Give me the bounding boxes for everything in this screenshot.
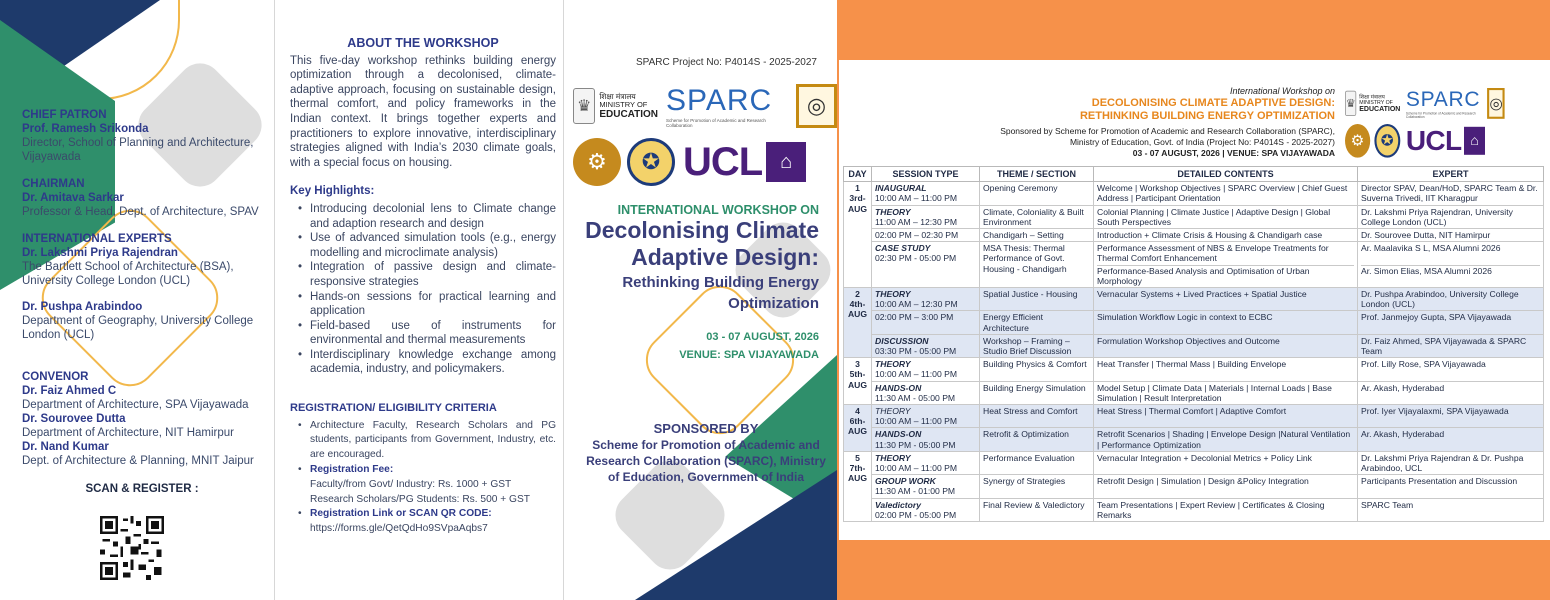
registration-list [290, 419, 556, 537]
sponsored-block [585, 421, 827, 485]
expert-cell [1358, 334, 1544, 357]
column-header: THEME / SECTION [980, 167, 1094, 182]
highlight-item: • Integration of passive design and climate-responsive strategies [298, 260, 556, 289]
session-time: 11:30 AM - 05:00 PM [875, 392, 956, 403]
expert-text: Prof. Janmejoy Gupta, SPA Vijayawada [1361, 312, 1512, 323]
day-label: AUG [847, 309, 868, 320]
expert-cell [1358, 205, 1544, 228]
session-type: INAUGURAL [875, 183, 927, 194]
highlights-title: Key Highlights: [290, 185, 375, 198]
session-time: 11:30 PM - 05:00 PM [875, 439, 956, 450]
contents-text: Model Setup | Climate Data | Materials | Internal Loads | Base Simulation | Result Interpretation [1097, 382, 1332, 403]
column-header: SESSION TYPE [872, 167, 980, 182]
table-header-row [844, 167, 1544, 182]
day-cell [844, 288, 872, 358]
session-type: THEORY [875, 289, 911, 300]
day-label: 3 [855, 359, 860, 370]
schedule-title: DECOLONISING CLIMATE ADAPTIVE DESIGN: [1091, 97, 1335, 109]
table-row [844, 334, 1544, 357]
session-cell [872, 334, 980, 357]
about-title: ABOUT THE WORKSHOP [347, 36, 499, 50]
day-label: AUG [847, 203, 868, 214]
seal-emblem-icon: ✪ [1374, 124, 1400, 158]
theme-cell: Building Energy Simulation [980, 381, 1094, 404]
table-row [844, 288, 1544, 311]
column-header: DETAILED CONTENTS [1094, 167, 1358, 182]
expert-name: Dr. Lakshmi Priya Rajendran [22, 247, 178, 259]
session-time: 10:00 AM – 11:00 PM [875, 463, 958, 474]
seal-emblem-icon: ✪ [627, 138, 675, 186]
contents-text: Vernacular Systems + Lived Practices + Spatial Justice [1097, 289, 1307, 300]
emblem-icon: ♛ [573, 88, 595, 124]
expert-cell [1358, 405, 1544, 428]
schedule-sponsor: Ministry of Education, Govt. of India (Project No: P4014S - 2025-2027) [1069, 137, 1335, 147]
cover-title [574, 203, 819, 363]
contents-cell [1094, 311, 1358, 334]
expert-cell [1358, 475, 1544, 498]
session-time: 02:00 PM – 02:30 PM [875, 230, 959, 241]
convenor-heading: CONVENOR [22, 371, 89, 383]
expert-role: Department of Geography, University College London (UCL) [22, 315, 254, 341]
session-type: THEORY [875, 359, 911, 370]
table-row [844, 229, 1544, 242]
contents-text: Simulation Workflow Logic in context to ECBC [1097, 312, 1273, 323]
schedule-panel [837, 0, 1550, 600]
chief-patron-heading: CHIEF PATRON [22, 109, 107, 121]
highlight-item: • Use of advanced simulation tools (e.g., energy modelling and microclimate analysis) [298, 231, 556, 260]
day-label: 5 [855, 452, 860, 463]
table-row [844, 182, 1544, 205]
contents-text: Performance Assessment of NBS & Envelope Treatments for Thermal Comfort Enhancement [1097, 243, 1329, 264]
contents-cell [1094, 334, 1358, 357]
expert-cell [1358, 242, 1544, 288]
session-type: CASE STUDY [875, 243, 931, 254]
expert-cell [1358, 182, 1544, 205]
project-number: SPARC Project No: P4014S - 2025-2027 [635, 57, 817, 68]
contents-cell [1094, 428, 1358, 451]
expert-text: Participants Presentation and Discussion [1361, 476, 1518, 487]
fee-label: Registration Fee: [310, 464, 394, 476]
table-row [844, 405, 1544, 428]
schedule-title: RETHINKING BUILDING ENERGY OPTIMIZATION [1079, 110, 1335, 122]
table-row [844, 381, 1544, 404]
gear-emblem-icon: ⚙ [1345, 124, 1370, 158]
sparc-logo: SPARC Scheme for Promotion of Academic and Research Collaboration [1405, 88, 1481, 119]
session-cell [872, 381, 980, 404]
session-type: HANDS-ON [875, 429, 922, 440]
convenor-role: Dept. of Architecture & Planning, MNIT Jaipur [22, 455, 254, 467]
expert-text: Dr. Faiz Ahmed, SPA Vijayawada & SPARC Team [1361, 335, 1527, 357]
day-label: 4th- [849, 299, 866, 310]
column-header: EXPERT [1358, 167, 1544, 182]
chairman-role: Professor & Head, Dept. of Architecture, SPAV [22, 206, 259, 218]
day-label: 5th- [849, 369, 866, 380]
sponsored-heading: SPONSORED BY [653, 421, 759, 436]
fee-line: Research Scholars/PG Students: Rs. 500 + GST [310, 493, 530, 505]
theme-cell: Retrofit & Optimization [980, 428, 1094, 451]
expert-text: Dr. Lakshmi Priya Rajendran, University College London (UCL) [1361, 206, 1513, 227]
about-panel [276, 0, 564, 600]
emblem-icon: ♛ [1345, 91, 1356, 116]
cover-main-title: Adaptive Design: [631, 244, 819, 270]
registration-title: REGISTRATION/ ELIGIBILITY CRITERIA [290, 402, 497, 415]
contents-cell [1094, 205, 1358, 228]
sparc-logo: SPARC Scheme for Promotion of Academic and Research Collaboration [666, 84, 773, 128]
about-text: This five-day workshop rethinks building energy optimization through a decolonised, climate-adaptive approach, focusing on sustainable design, thermal comfort, and policy frameworks in the Indian context. It brings together experts and practitioners to explore innovative, interdisciplinary strategies aligned with India’s 2030 climate goals, with a special focus on housing. [290, 54, 556, 169]
session-time: 02:00 PM – 3:00 PM [875, 312, 954, 323]
convenor-role: Department of Architecture, NIT Hamirpur [22, 427, 234, 439]
experts-heading: INTERNATIONAL EXPERTS [22, 233, 172, 245]
contents-cell [1094, 405, 1358, 428]
table-row [844, 242, 1544, 288]
registration-link[interactable]: https://forms.gle/QetQdHo9SVpaAqbs7 [310, 523, 488, 535]
session-type: THEORY [875, 406, 911, 417]
expert-cell [1358, 288, 1544, 311]
logo-row-bottom [573, 138, 806, 186]
table-row [844, 498, 1544, 521]
contents-text: Heat Stress | Thermal Comfort | Adaptive Comfort [1097, 406, 1287, 417]
cover-subtitle: Rethinking Building Energy [622, 274, 819, 291]
schedule-date-venue: 03 - 07 AUGUST, 2026 | VENUE: SPA VIJAYAWADA [1132, 148, 1335, 158]
table-row [844, 358, 1544, 381]
expert-cell [1358, 381, 1544, 404]
expert-text: Director SPAV, Dean/HoD, SPARC Team & Dr. Suverna Trivedi, IIT Kharagpur [1361, 183, 1538, 204]
contents-cell [1094, 451, 1358, 474]
scan-register-label: SCAN & REGISTER : [85, 483, 199, 495]
expert-cell [1358, 451, 1544, 474]
expert-text: Ar. Akash, Hyderabad [1361, 382, 1445, 393]
session-cell [872, 311, 980, 334]
contents-text: Retrofit Design | Simulation | Design &Policy Integration [1097, 476, 1309, 487]
ucl-building-icon: ⌂ [766, 142, 806, 182]
schedule-header [915, 86, 1335, 159]
contents-text: Formulation Workshop Objectives and Outcome [1097, 335, 1280, 346]
session-cell [872, 405, 980, 428]
chairman-name: Dr. Amitava Sarkar [22, 192, 124, 204]
expert-role: The Bartlett School of Architecture (BSA), University College London (UCL) [22, 261, 234, 287]
contents-cell [1094, 242, 1358, 288]
session-cell [872, 288, 980, 311]
chairman-heading: CHAIRMAN [22, 178, 85, 190]
expert-cell [1358, 311, 1544, 334]
session-type: GROUP WORK [875, 476, 936, 487]
session-time: 11:30 AM - 01:00 PM [875, 486, 956, 497]
expert-text: Prof. Lilly Rose, SPA Vijayawada [1361, 359, 1486, 370]
chief-patron-name: Prof. Ramesh Srikonda [22, 123, 149, 135]
expert-cell [1358, 358, 1544, 381]
eligibility-text: • Architecture Faculty, Research Scholars and PG students, participants from Government, Industry, etc. are encouraged. [298, 419, 556, 463]
day-cell [844, 358, 872, 405]
theme-cell: MSA Thesis: Thermal Performance of Govt. Housing - Chandigarh [980, 242, 1094, 288]
day-label: 7th- [849, 463, 866, 474]
theme-cell: Performance Evaluation [980, 451, 1094, 474]
fee-line: Faculty/from Govt/ Industry: Rs. 1000 + GST [310, 478, 512, 490]
contents-text: Vernacular Integration + Decolonial Metrics + Policy Link [1097, 452, 1312, 463]
expert-text: Ar. Maalavika S L, MSA Alumni 2026 [1361, 243, 1501, 254]
session-type: DISCUSSION [875, 335, 929, 346]
cover-kicker: INTERNATIONAL WORKSHOP ON [617, 203, 819, 217]
session-cell [872, 451, 980, 474]
highlight-item: • Interdisciplinary knowledge exchange among academia, industry, and policymakers. [298, 348, 556, 377]
session-cell [872, 475, 980, 498]
session-cell [872, 498, 980, 521]
schedule-table [843, 166, 1544, 522]
expert-text: Ar. Akash, Hyderabad [1361, 429, 1445, 440]
contents-cell [1094, 288, 1358, 311]
qr-code[interactable] [100, 516, 164, 580]
link-label: Registration Link or SCAN QR CODE: [310, 508, 492, 520]
day-label: 1 [855, 183, 860, 194]
ucl-building-icon: ⌂ [1464, 127, 1485, 155]
convenor-role: Department of Architecture, SPA Vijayawada [22, 399, 249, 411]
table-row [844, 205, 1544, 228]
theme-cell: Heat Stress and Comfort [980, 405, 1094, 428]
link-item [298, 507, 556, 537]
theme-cell: Chandigarh – Setting [980, 229, 1094, 242]
expert-text: Dr. Sourovee Dutta, NIT Hamirpur [1361, 230, 1491, 241]
contents-cell [1094, 358, 1358, 381]
cover-venue: VENUE: SPA VIJAYAWADA [679, 349, 819, 361]
session-time: 02:00 PM - 05:00 PM [875, 509, 957, 520]
session-cell [872, 242, 980, 288]
session-type: THEORY [875, 452, 911, 463]
contents-cell [1094, 381, 1358, 404]
expert-text: SPARC Team [1361, 499, 1414, 510]
schedule-body [844, 182, 1544, 522]
session-cell [872, 229, 980, 242]
session-cell [872, 182, 980, 205]
contents-cell [1094, 475, 1358, 498]
schedule-sponsor: Sponsored by Scheme for Promotion of Academic and Research Collaboration (SPARC), [1000, 126, 1335, 136]
ucl-logo: UCL [1405, 125, 1462, 156]
theme-cell: Spatial Justice - Housing [980, 288, 1094, 311]
cover-dates: 03 - 07 AUGUST, 2026 [706, 331, 819, 343]
table-row [844, 311, 1544, 334]
convenor-name: Dr. Nand Kumar [22, 441, 109, 453]
day-label: 6th- [849, 416, 866, 427]
theme-cell: Climate, Coloniality & Built Environment [980, 205, 1094, 228]
ucl-logo: UCL [683, 139, 763, 184]
theme-cell: Building Physics & Comfort [980, 358, 1094, 381]
logo-row-top [573, 84, 837, 128]
session-type: Valedictory [875, 499, 922, 510]
contents-text: Retrofit Scenarios | Shading | Envelope Design |Natural Ventilation | Performance Optimization [1097, 429, 1351, 450]
theme-cell: Synergy of Strategies [980, 475, 1094, 498]
session-cell [872, 205, 980, 228]
fee-item [298, 463, 556, 507]
day-label: 4 [855, 406, 860, 417]
day-label: AUG [847, 426, 868, 437]
session-time: 03:30 PM - 05:00 PM [875, 346, 957, 357]
theme-cell: Energy Efficient Architecture [980, 311, 1094, 334]
theme-cell: Opening Ceremony [980, 182, 1094, 205]
highlight-item: • Hands-on sessions for practical learning and application [298, 290, 556, 319]
table-row [844, 428, 1544, 451]
session-type: HANDS-ON [875, 382, 922, 393]
cover-panel [565, 0, 837, 600]
moe-logo: शिक्षा मंत्रालय MINISTRY OF EDUCATION [1359, 93, 1401, 113]
session-time: 10:00 AM – 11:00 PM [875, 193, 958, 204]
institute-square-icon: ◎ [1487, 88, 1505, 119]
contents-text: Colonial Planning | Climate Justice | Adaptive Design | Global South Perspectives [1097, 206, 1331, 227]
cover-main-title: Decolonising Climate [585, 217, 819, 243]
highlight-item: • Introducing decolonial lens to Climate change and adaption research and design [298, 202, 556, 231]
day-label: 3rd- [849, 193, 866, 204]
contents-cell [1094, 498, 1358, 521]
contents-text: Introduction + Climate Crisis & Housing & Chandigarh case [1097, 230, 1323, 241]
expert-name: Dr. Pushpa Arabindoo [22, 301, 143, 313]
moe-logo: शिक्षा मंत्रालय MINISTRY OF EDUCATION [599, 91, 659, 120]
institute-square-icon: ◎ [796, 84, 837, 128]
session-cell [872, 358, 980, 381]
expert-cell [1358, 428, 1544, 451]
contents-cell [1094, 229, 1358, 242]
contents-text: Team Presentations | Expert Review | Certificates & Closing Remarks [1097, 499, 1325, 520]
contents-text: Heat Transfer | Thermal Mass | Building Envelope [1097, 359, 1287, 370]
day-label: AUG [847, 473, 868, 484]
expert-text: Ar. Simon Elias, MSA Alumni 2026 [1361, 265, 1540, 276]
chief-patron-role: Director, School of Planning and Architecture, Vijayawada [22, 137, 254, 163]
theme-cell: Workshop – Framing – Studio Brief Discussion [980, 334, 1094, 357]
session-cell [872, 428, 980, 451]
highlight-item: • Field-based use of instruments for environmental and thermal measurements [298, 319, 556, 348]
column-header: DAY [844, 167, 872, 182]
convenor-name: Dr. Faiz Ahmed C [22, 385, 117, 397]
session-time: 11:00 AM – 12:30 PM [875, 216, 958, 227]
contents-text: Performance-Based Analysis and Optimisation of Urban Morphology [1097, 265, 1354, 286]
contents-cell [1094, 182, 1358, 205]
theme-cell: Final Review & Valedictory [980, 498, 1094, 521]
committee-list [22, 108, 262, 496]
expert-text: Dr. Pushpa Arabindoo, University College London (UCL) [1361, 289, 1519, 310]
day-cell [844, 405, 872, 452]
session-time: 10:00 AM – 12:30 PM [875, 299, 958, 310]
session-time: 10:00 AM – 11:00 PM [875, 369, 958, 380]
cover-subtitle: Optimization [728, 295, 819, 312]
expert-text: Dr. Lakshmi Priya Rajendran & Dr. Pushpa Arabindoo, UCL [1361, 452, 1524, 474]
gear-emblem-icon: ⚙ [573, 138, 621, 186]
convenor-name: Dr. Sourovee Dutta [22, 413, 126, 425]
session-type: THEORY [875, 206, 911, 217]
sponsored-text: Scheme for Promotion of Academic and Research Collaboration (SPARC), Ministry of Education, Government of India [586, 438, 826, 484]
expert-text: Prof. Iyer Vijayalaxmi, SPA Vijayawada [1361, 406, 1509, 417]
highlights-list [290, 202, 556, 377]
session-time: 02:30 PM - 05:00 PM [875, 253, 957, 264]
expert-cell [1358, 498, 1544, 521]
day-label: AUG [847, 379, 868, 390]
contents-text: Welcome | Workshop Objectives | SPARC Overview | Chief Guest Address | Participant Orientation [1097, 183, 1348, 204]
day-cell [844, 451, 872, 521]
schedule-kicker: International Workshop on [1229, 86, 1335, 96]
day-label: 2 [855, 289, 860, 300]
session-time: 10:00 AM – 11:00 PM [875, 416, 958, 427]
expert-cell [1358, 229, 1544, 242]
table-row [844, 451, 1544, 474]
table-row [844, 475, 1544, 498]
contacts-panel [0, 0, 275, 600]
day-cell [844, 182, 872, 288]
